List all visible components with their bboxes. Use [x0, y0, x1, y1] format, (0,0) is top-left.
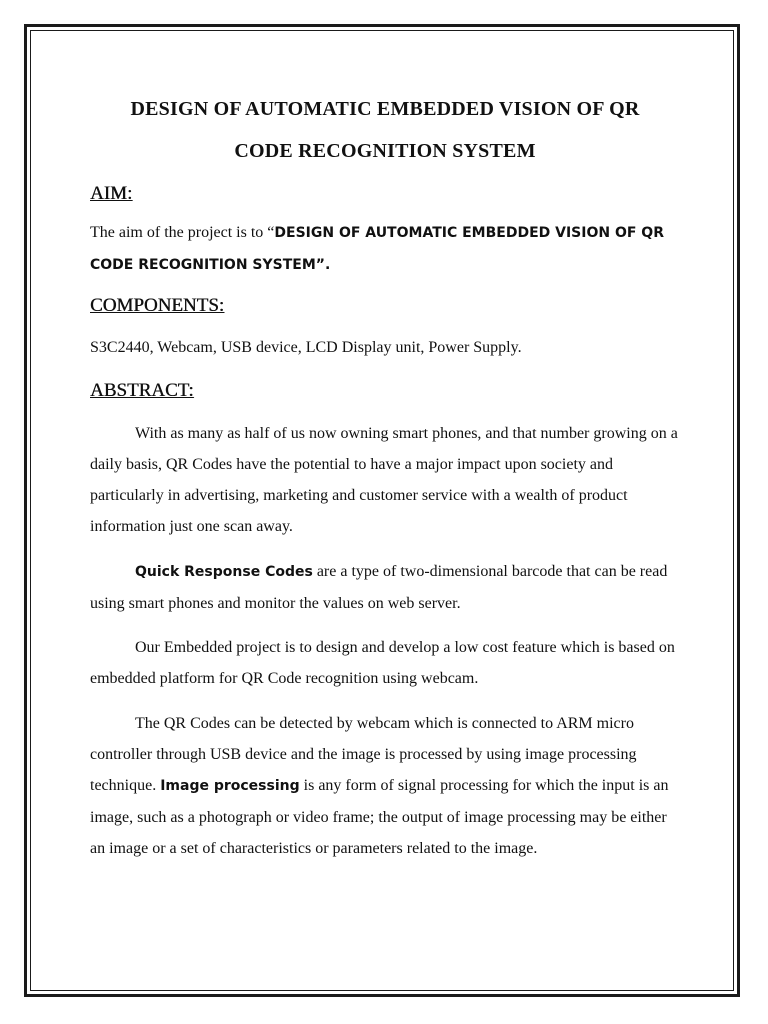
aim-paragraph	[90, 217, 680, 281]
abstract-heading: ABSTRACT:	[90, 380, 194, 401]
image-processing-term: Image processing	[160, 778, 300, 794]
abstract-paragraph-4	[90, 708, 680, 864]
aim-bold-text: DESIGN OF AUTOMATIC EMBEDDED VISION OF QR CODE RECOGNITION SYSTEM”.	[90, 225, 664, 273]
title-line-1: DESIGN OF AUTOMATIC EMBEDDED VISION OF QR	[130, 98, 640, 120]
abstract-paragraph-1: With as many as half of us now owning smart phones, and that number growing on a daily basis, QR Codes have the potential to have a major impact upon society and particularly in advertising, marketing and customer service with a wealth of product information just one scan away.	[90, 425, 678, 535]
quick-response-codes-term: Quick Response Codes	[135, 564, 313, 580]
abstract-paragraph-2-text: are a type of two-dimensional barcode that can be read using smart phones and monitor the values on web server.	[90, 563, 668, 612]
abstract-paragraph-4-rest: is any form of signal processing for which the input is an image, such as a photograph or video frame; the output of image processing may be either an image or a set of characteristics or parameters related to the image.	[90, 777, 669, 857]
aim-heading: AIM:	[90, 183, 133, 204]
aim-lead-text: The aim of the project is to “	[90, 224, 275, 241]
components-paragraph: S3C2440, Webcam, USB device, LCD Display unit, Power Supply.	[90, 339, 522, 356]
title-line-2: CODE RECOGNITION SYSTEM	[234, 140, 536, 162]
components-heading: COMPONENTS:	[90, 295, 225, 316]
abstract-paragraph-2	[90, 556, 680, 619]
abstract-paragraph-3: Our Embedded project is to design and develop a low cost feature which is based on embedded platform for QR Code recognition using webcam.	[90, 639, 675, 687]
document-body	[90, 88, 680, 864]
document-title	[90, 88, 680, 172]
abstract-paragraph-4-start: The QR Codes can be detected by webcam which is connected to ARM micro controller through USB device and the image is processed by using image processing technique.	[90, 715, 637, 794]
